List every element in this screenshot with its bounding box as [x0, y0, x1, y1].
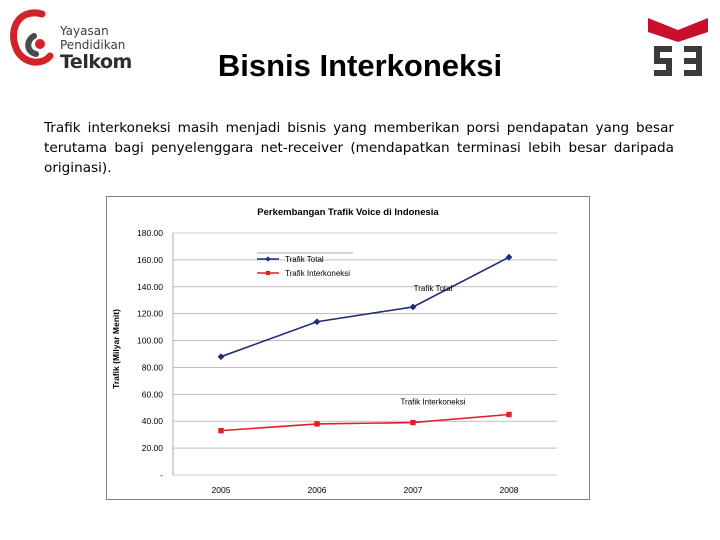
data-point [314, 421, 319, 426]
data-point [506, 254, 513, 261]
chart-title: Perkembangan Trafik Voice di Indonesia [257, 207, 439, 218]
logo-text-pendidikan: Pendidikan [60, 38, 126, 52]
legend-entry-label: Trafik Total [285, 255, 324, 264]
x-tick-label: 2006 [307, 485, 327, 495]
y-tick-label: 60.00 [141, 389, 163, 400]
legend-swatch-marker [266, 271, 270, 275]
y-tick-label: 180.00 [137, 228, 163, 238]
x-tick-label: 2008 [499, 485, 519, 495]
chart-annotations [400, 284, 465, 407]
logo-text-telkom: Telkom [60, 51, 132, 73]
data-point [314, 318, 321, 325]
series-1 [218, 412, 511, 434]
x-tick-label: 2007 [403, 485, 423, 495]
y-axis-ticks [137, 228, 163, 480]
series-annotation: Trafik Total [413, 283, 453, 293]
series-0 [218, 254, 513, 360]
y-tick-label: 40.00 [141, 416, 163, 427]
y-tick-label: 80.00 [141, 362, 163, 373]
y-tick-label: 20.00 [141, 443, 163, 454]
slide-title: Bisnis Interkoneksi [217, 48, 503, 83]
series-line [221, 257, 509, 356]
y-axis-label: Trafik (Milyar Menit) [111, 309, 121, 389]
data-point [218, 353, 225, 360]
series-line [221, 415, 509, 431]
y-tick-label: 160.00 [137, 254, 163, 265]
y-tick-label: 140.00 [137, 281, 163, 292]
chart-frame [106, 196, 590, 500]
series-annotation: Trafik Interkoneksi [400, 397, 466, 407]
line-chart [107, 197, 589, 499]
legend-entry-label: Trafik Interkoneksi [285, 269, 351, 278]
x-tick-label: 2005 [211, 485, 231, 495]
logo-text-yayasan: Yayasan [60, 24, 109, 38]
y-tick-label: - [160, 470, 163, 480]
slide-body-text: Trafik interkoneksi masih menjadi bisnis yang memberikan porsi pendapatan yang besar terutama bagi penyelenggara net-receiver (mendapatkan terminasi lebih besar daripada originasi). [44, 120, 674, 176]
data-point [218, 428, 223, 433]
data-point [410, 304, 417, 311]
x-axis-ticks [212, 485, 519, 495]
chart-series [218, 254, 513, 434]
y-tick-label: 120.00 [137, 308, 163, 319]
chart-legend [257, 253, 353, 278]
data-point [410, 420, 415, 425]
legend-swatch-marker [265, 256, 270, 261]
y-tick-label: 100.00 [137, 335, 163, 346]
data-point [506, 412, 511, 417]
